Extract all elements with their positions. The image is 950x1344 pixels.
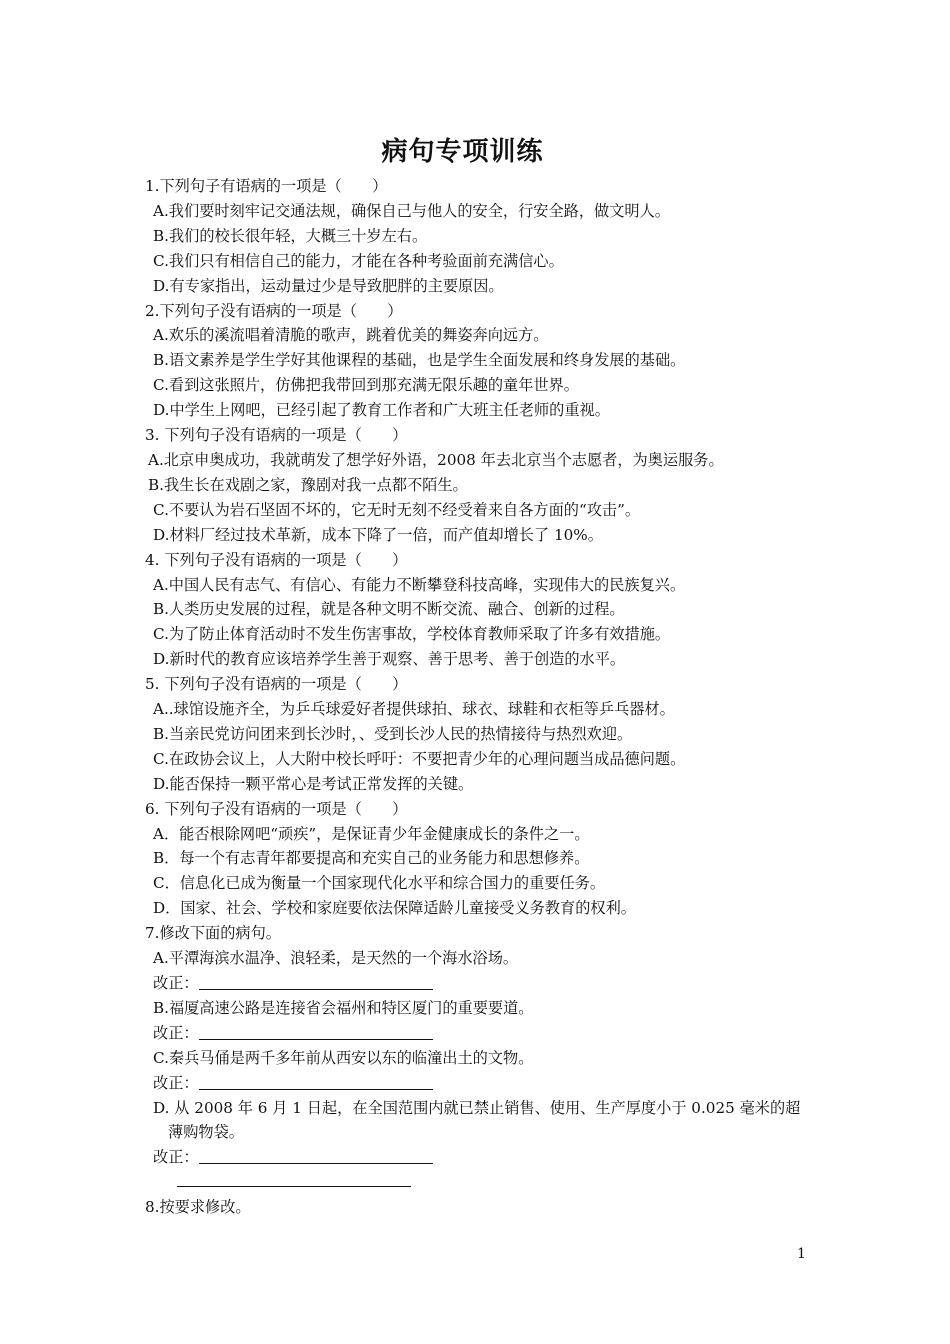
question-option: B.我们的校长很年轻，大概三十岁左右。 <box>153 226 428 245</box>
question-option: C.在政协会议上，人大附中校长呼吁：不要把青少年的心理问题当成品德问题。 <box>153 749 686 768</box>
question-option: C．信息化已成为衡量一个国家现代化水平和综合国力的重要任务。 <box>153 874 606 893</box>
question-option: D.能否保持一颗平常心是考试正常发挥的关键。 <box>153 774 474 793</box>
question-stem: 2.下列句子没有语病的一项是（ ） <box>145 301 403 320</box>
correction-row <box>145 971 815 996</box>
answer-blank[interactable] <box>199 1023 433 1040</box>
correction-label: 改正： <box>153 1148 199 1167</box>
correction-row <box>145 1021 815 1046</box>
question-option: A..球馆设施齐全，为乒乓球爱好者提供球拍、球衣、球鞋和衣柜等乒乓器材。 <box>153 700 675 719</box>
question-stem: 4. 下列句子没有语病的一项是（ ） <box>145 550 408 569</box>
question-option: A.我们要时刻牢记交通法规，确保自己与他人的安全，行安全路，做文明人。 <box>153 201 670 220</box>
answer-blank[interactable] <box>177 1170 411 1187</box>
question-option: D.材料厂经过技术革新，成本下降了一倍，而产值却增长了 10%。 <box>153 525 603 544</box>
correction-label: 改正： <box>153 1073 199 1092</box>
question-option: A.欢乐的溪流唱着清脆的歌声，跳着优美的舞姿奔向远方。 <box>153 326 549 345</box>
question-option: B.我生长在戏剧之家，豫剧对我一点都不陌生。 <box>148 475 468 494</box>
question-option: D．国家、社会、学校和家庭要依法保障适龄儿童接受义务教育的权利。 <box>153 899 636 918</box>
question-option: B.当亲民党访问团来到长沙时，、受到长沙人民的热情接待与热烈欢迎。 <box>153 724 633 743</box>
sentence-item: D. 从 2008 年 6 月 1 日起，在全国范围内就已禁止销售、使用、生产厚度小于 0.025 毫米的超薄购物袋。 <box>153 1098 801 1142</box>
question-stem: 5. 下列句子没有语病的一项是（ ） <box>145 675 408 694</box>
correction-label: 改正： <box>153 1023 199 1042</box>
correction-row <box>145 1071 815 1096</box>
question-stem: 7.修改下面的病句。 <box>145 924 281 943</box>
answer-blank[interactable] <box>199 1073 433 1090</box>
page-title: 病句专项训练 <box>381 137 544 167</box>
correction-label: 改正： <box>153 974 199 992</box>
correction-row-extra <box>145 1170 815 1195</box>
question-option: C.为了防止体育活动时不发生伤害事故，学校体育教师采取了许多有效措施。 <box>153 625 671 644</box>
page-number: 1 <box>797 1246 806 1262</box>
correction-row <box>145 1145 815 1170</box>
question-option: C.看到这张照片，仿佛把我带回到那充满无限乐趣的童年世界。 <box>153 376 579 395</box>
question-option: B.语文素养是学生学好其他课程的基础，也是学生全面发展和终身发展的基础。 <box>153 351 686 370</box>
question-option: A.北京申奥成功，我就萌发了想学好外语，2008 年去北京当个志愿者，为奥运服务。 <box>148 450 724 469</box>
question-option: B.人类历史发展的过程，就是各种文明不断交流、融合、创新的过程。 <box>153 600 625 619</box>
question-stem: 1.下列句子有语病的一项是（ ） <box>145 177 388 195</box>
question-option: A．能否根除网吧“顽疾”，是保证青少年金健康成长的条件之一。 <box>153 824 590 843</box>
question-option: D.有专家指出，运动量过少是导致肥胖的主要原因。 <box>153 276 504 295</box>
question-stem: 8.按要求修改。 <box>145 1198 251 1217</box>
question-option: D.新时代的教育应该培养学生善于观察、善于思考、善于创造的水平。 <box>153 650 626 669</box>
question-stem: 3. 下列句子没有语病的一项是（ ） <box>145 426 408 445</box>
answer-blank[interactable] <box>199 1147 433 1164</box>
question-option: C.不要认为岩石坚固不坏的，它无时无刻不经受着来自各方面的“攻击”。 <box>153 500 641 519</box>
sentence-item: C.秦兵马俑是两千多年前从西安以东的临潼出土的文物。 <box>153 1048 534 1067</box>
question-list <box>145 174 815 1220</box>
sentence-item: A.平潭海滨水温净、浪轻柔，是天然的一个海水浴场。 <box>153 949 519 968</box>
question-option: B．每一个有志青年都要提高和充实自己的业务能力和思想修养。 <box>153 849 590 868</box>
question-option: D.中学生上网吧，已经引起了教育工作者和广大班主任老师的重视。 <box>153 401 610 420</box>
question-option: C.我们只有相信自己的能力，才能在各种考验面前充满信心。 <box>153 251 564 270</box>
sentence-item: B.福厦高速公路是连接省会福州和特区厦门的重要要道。 <box>153 998 534 1017</box>
answer-blank[interactable] <box>199 973 433 990</box>
question-stem: 6. 下列句子没有语病的一项是（ ） <box>145 799 408 818</box>
question-option: A.中国人民有志气、有信心、有能力不断攀登科技高峰，实现伟大的民族复兴。 <box>153 575 686 594</box>
